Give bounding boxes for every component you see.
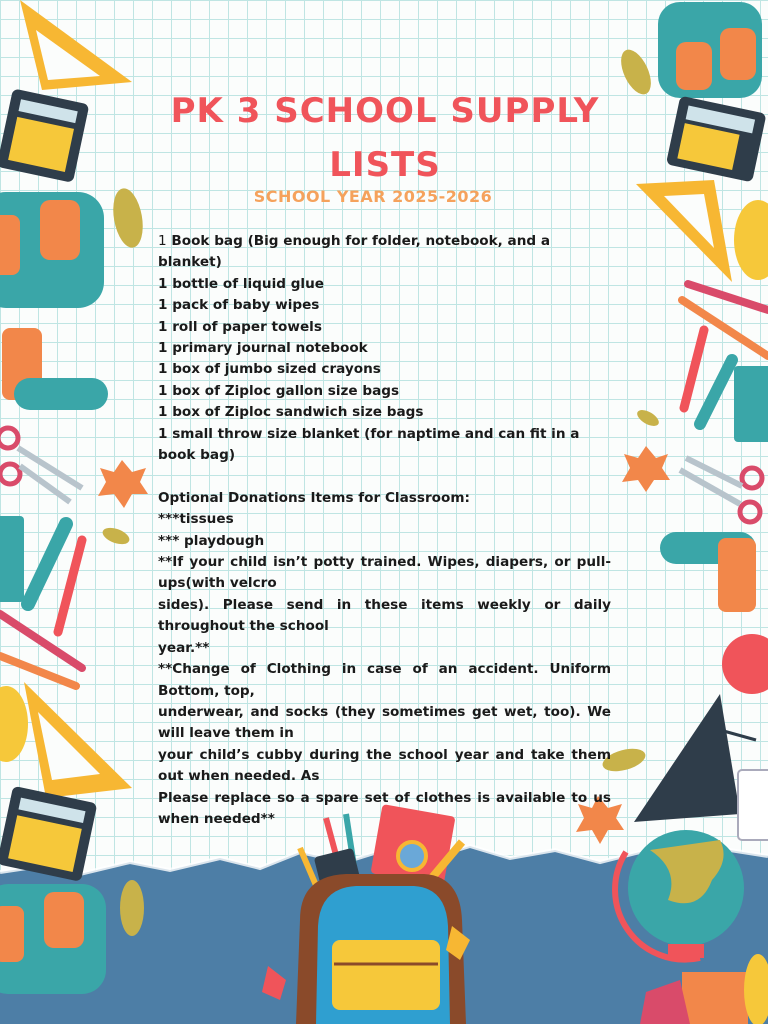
scissors-icon	[680, 458, 762, 522]
calculator-icon	[666, 96, 767, 183]
backpack-icon	[0, 192, 104, 308]
calculator-icon	[0, 88, 89, 182]
notebook-icon	[734, 366, 768, 442]
clothing-note-line: Please replace so a spare set of clothes is available to us when needed**	[158, 789, 611, 827]
supply-list	[158, 231, 611, 830]
pencil-icon	[684, 330, 704, 408]
apple-icon	[722, 634, 768, 694]
clothing-note-line: underwear, and socks (they sometimes get wet, too). We will leave them in	[158, 703, 611, 742]
optional-item: ***tissues	[158, 511, 234, 528]
backpack-icon	[0, 884, 106, 994]
optional-item: *** playdough	[158, 532, 265, 549]
marker-icon	[700, 360, 732, 424]
list-item: 1 box of jumbo sized crayons	[158, 361, 381, 378]
spiral-notebook-icon	[738, 770, 768, 840]
potty-note-line: sides). Please send in these items weekly or daily throughout the school	[158, 596, 611, 635]
backpack-icon	[658, 2, 762, 98]
list-item: 1 primary journal notebook	[158, 340, 368, 357]
title-line-2: LISTS	[329, 145, 441, 185]
triangle-ruler-icon	[24, 682, 132, 798]
list-item: 1 small throw size blanket (for naptime and can fit in a book bag)	[158, 425, 580, 464]
triangle-ruler-icon	[20, 0, 132, 90]
spacer	[158, 466, 611, 487]
apple-icon	[734, 200, 768, 280]
item-text: Book bag (Big enough for folder, notebook, and a blanket)	[158, 233, 551, 271]
apple-icon	[0, 686, 28, 762]
page-title	[150, 84, 620, 192]
tape-dispenser-icon	[660, 532, 756, 612]
paintbrush-icon	[688, 284, 768, 310]
notebook-icon	[0, 516, 24, 602]
school-year-subtitle: SCHOOL YEAR 2025-2026	[253, 187, 493, 206]
leaf-icon	[109, 186, 147, 250]
clothing-note-line: **Change of Clothing in case of an accident. Uniform Bottom, top,	[158, 661, 611, 699]
maple-leaf-icon	[98, 460, 148, 508]
list-item: 1 box of Ziploc sandwich size bags	[158, 404, 424, 421]
leaf-icon	[100, 525, 131, 548]
maple-leaf-icon	[622, 446, 670, 492]
marker-icon	[28, 524, 66, 604]
leaf-icon	[635, 407, 662, 429]
optional-heading: Optional Donations Items for Classroom:	[158, 489, 470, 506]
title-line-1: PK 3 SCHOOL SUPPLY	[170, 91, 600, 131]
list-item: 1 roll of paper towels	[158, 318, 322, 335]
scissors-icon	[0, 428, 82, 502]
list-item: 1 bottle of liquid glue	[158, 275, 324, 292]
leaf-icon	[120, 880, 144, 936]
triangle-ruler-icon	[636, 180, 732, 282]
potty-note-line: **If your child isn’t potty trained. Wipes, diapers, or pull-ups(with velcro	[158, 554, 611, 592]
item-quantity: 1	[158, 233, 167, 249]
calculator-icon	[0, 786, 97, 882]
potty-note-line: year.**	[158, 639, 210, 656]
list-item: 1 box of Ziploc gallon size bags	[158, 382, 400, 399]
clothing-note-line: your child’s cubby during the school year and take them out when needed. As	[158, 746, 611, 785]
pencil-icon	[58, 540, 82, 632]
leaf-icon	[615, 45, 657, 99]
list-item: 1 pack of baby wipes	[158, 297, 320, 314]
tape-dispenser-icon	[2, 328, 108, 410]
list-item	[158, 231, 611, 274]
